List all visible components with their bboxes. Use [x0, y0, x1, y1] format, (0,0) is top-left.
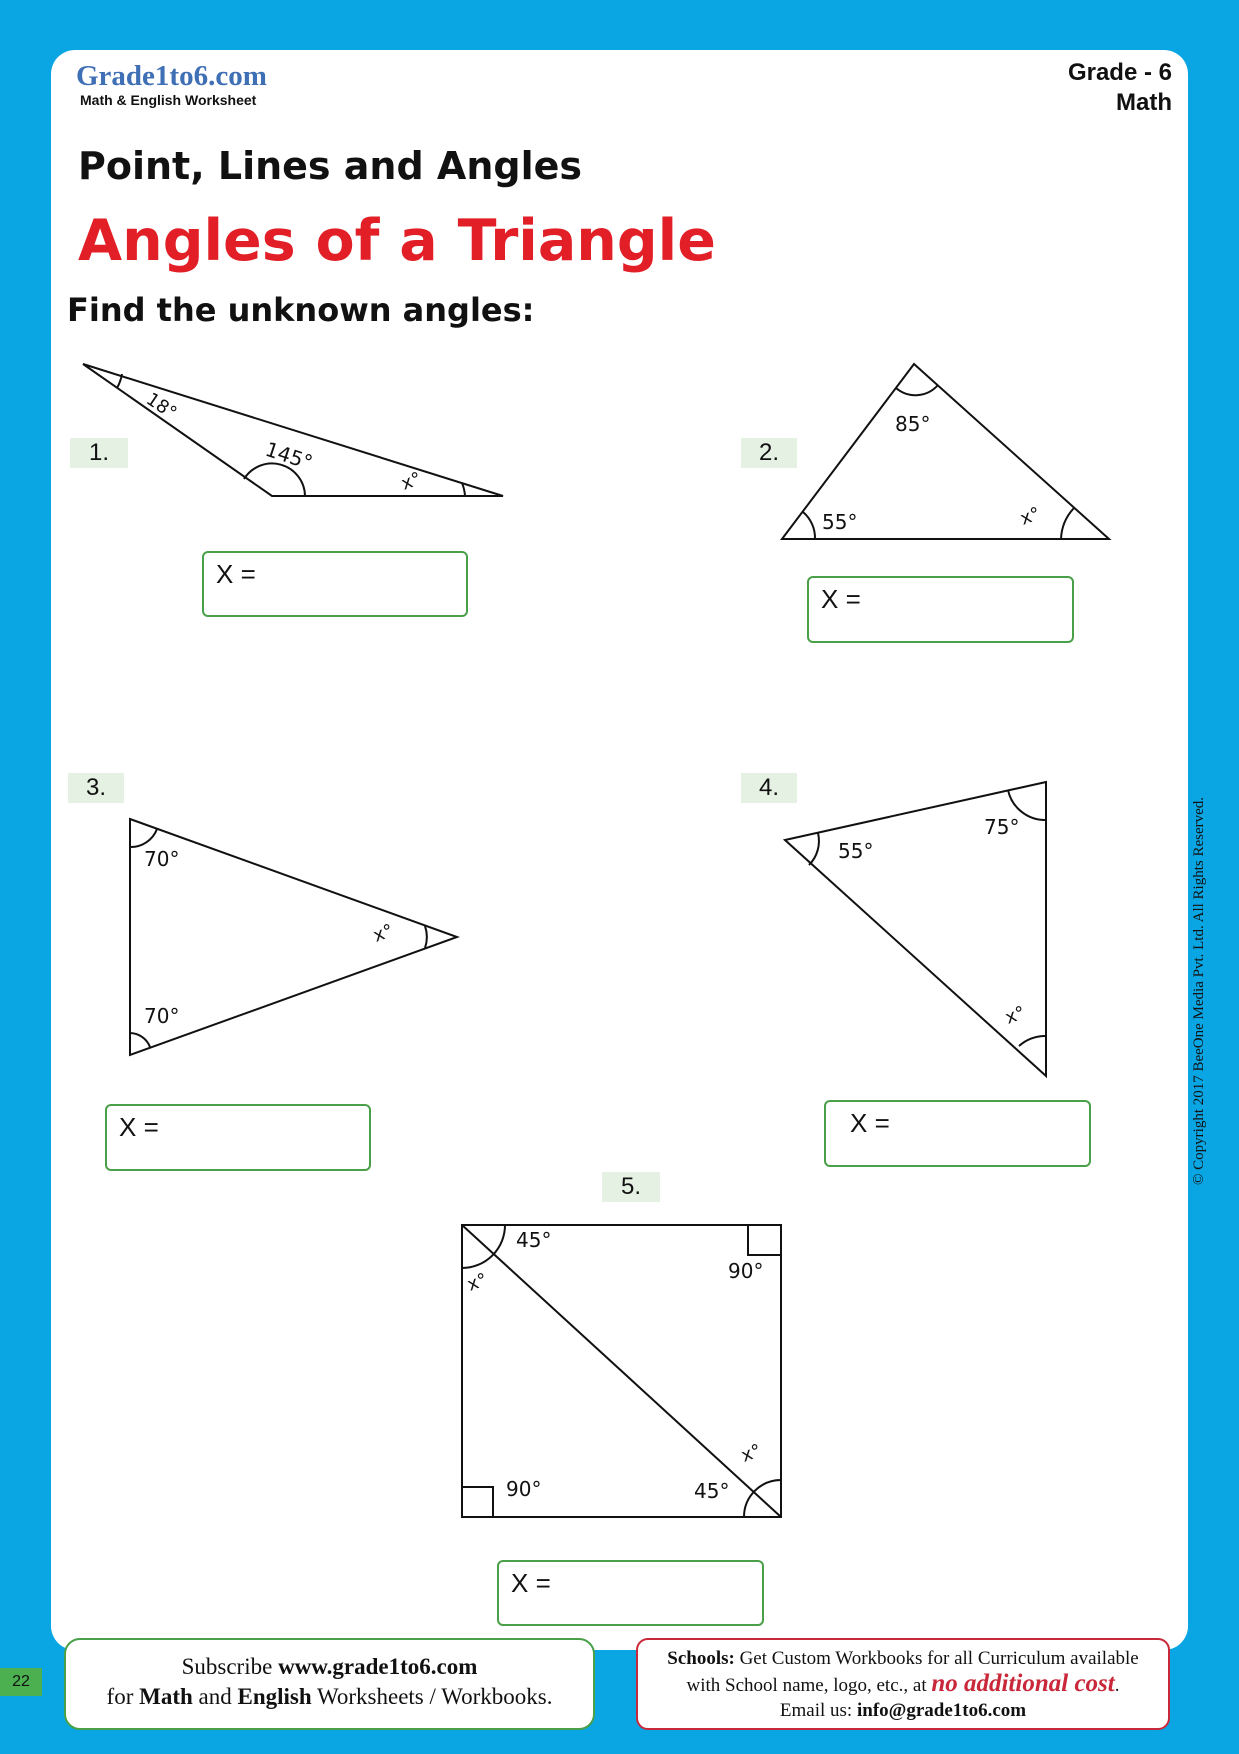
answer-box-3[interactable] — [105, 1104, 371, 1171]
q1-angle-145: 145° — [262, 436, 316, 475]
schools-line — [638, 1646, 1168, 1671]
and-text: and — [192, 1684, 238, 1709]
q5-angle-x-top: x° — [464, 1269, 491, 1296]
worksheets-line — [66, 1682, 593, 1712]
page-number: 22 — [0, 1668, 42, 1696]
page-title: Angles of a Triangle — [78, 208, 716, 274]
q1-angle-18: 18° — [142, 388, 181, 424]
answer-box-4[interactable] — [824, 1100, 1091, 1167]
answer-label: X = — [119, 1112, 159, 1142]
schools-line2-text: with School name, logo, etc., at — [686, 1675, 932, 1696]
answer-box-1[interactable] — [202, 551, 468, 617]
q3-angle-70-bottom: 70° — [144, 1004, 180, 1028]
question-number-2: 2. — [741, 438, 797, 468]
brand-tagline: Math & English Worksheet — [80, 92, 257, 108]
answer-label: X = — [511, 1568, 551, 1598]
copyright-notice: © Copyright 2017 BeeOne Media Pvt. Ltd. All Rights Reserved. — [1191, 796, 1207, 1185]
answer-label: X = — [850, 1108, 890, 1138]
answer-label: X = — [821, 584, 861, 614]
triangle-1 — [83, 364, 503, 496]
brand-logo-text[interactable]: Grade1to6.com — [76, 60, 267, 92]
subscribe-prefix: Subscribe — [181, 1654, 279, 1679]
subject-label: Math — [1116, 89, 1172, 116]
q5-angle-90-bottom: 90° — [506, 1477, 542, 1501]
for-text: for — [106, 1684, 140, 1709]
q5-angle-45-bottom: 45° — [694, 1479, 730, 1503]
question-number-1: 1. — [70, 438, 128, 468]
q4-angle-x: x° — [1002, 1002, 1029, 1029]
email-label: Email us: — [779, 1700, 857, 1721]
schools-line-2 — [638, 1671, 1168, 1698]
question-number-3: 3. — [68, 773, 124, 803]
q3-angle-x: x° — [370, 920, 397, 947]
period: . — [1114, 1675, 1120, 1696]
schools-label: Schools: — [667, 1648, 735, 1669]
english-text: English — [237, 1684, 312, 1709]
grade-label: Grade - 6 — [1067, 59, 1172, 86]
answer-box-2[interactable] — [807, 576, 1074, 643]
q3-angle-70-top: 70° — [144, 847, 180, 871]
subscribe-banner[interactable] — [64, 1638, 595, 1730]
q2-angle-55: 55° — [822, 510, 858, 534]
answer-label: X = — [216, 559, 256, 589]
schools-banner[interactable] — [636, 1638, 1170, 1730]
q4-angle-75: 75° — [984, 815, 1020, 839]
q2-angle-85: 85° — [895, 412, 931, 436]
q5-angle-x-bottom: x° — [738, 1440, 765, 1467]
answer-box-5[interactable] — [497, 1560, 764, 1626]
instruction-text: Find the unknown angles: — [67, 291, 535, 329]
question-number-5: 5. — [602, 1172, 660, 1202]
subscribe-line — [66, 1652, 593, 1682]
q1-angle-x: x° — [398, 468, 425, 495]
topic-heading: Point, Lines and Angles — [78, 144, 582, 188]
email-line — [638, 1698, 1168, 1723]
q4-angle-55: 55° — [838, 839, 874, 863]
subscribe-link[interactable]: www.grade1to6.com — [278, 1654, 478, 1679]
q2-angle-x: x° — [1017, 503, 1044, 530]
q5-angle-45-top: 45° — [516, 1228, 552, 1252]
q5-angle-90-top: 90° — [728, 1259, 764, 1283]
email-link[interactable]: info@grade1to6.com — [856, 1700, 1027, 1721]
worksheets-text: Worksheets / Workbooks. — [311, 1684, 553, 1709]
schools-text: Get Custom Workbooks for all Curriculum available — [734, 1648, 1139, 1669]
math-text: Math — [139, 1684, 193, 1709]
question-number-4: 4. — [741, 773, 797, 803]
no-additional-cost: no additional cost — [931, 1670, 1115, 1697]
